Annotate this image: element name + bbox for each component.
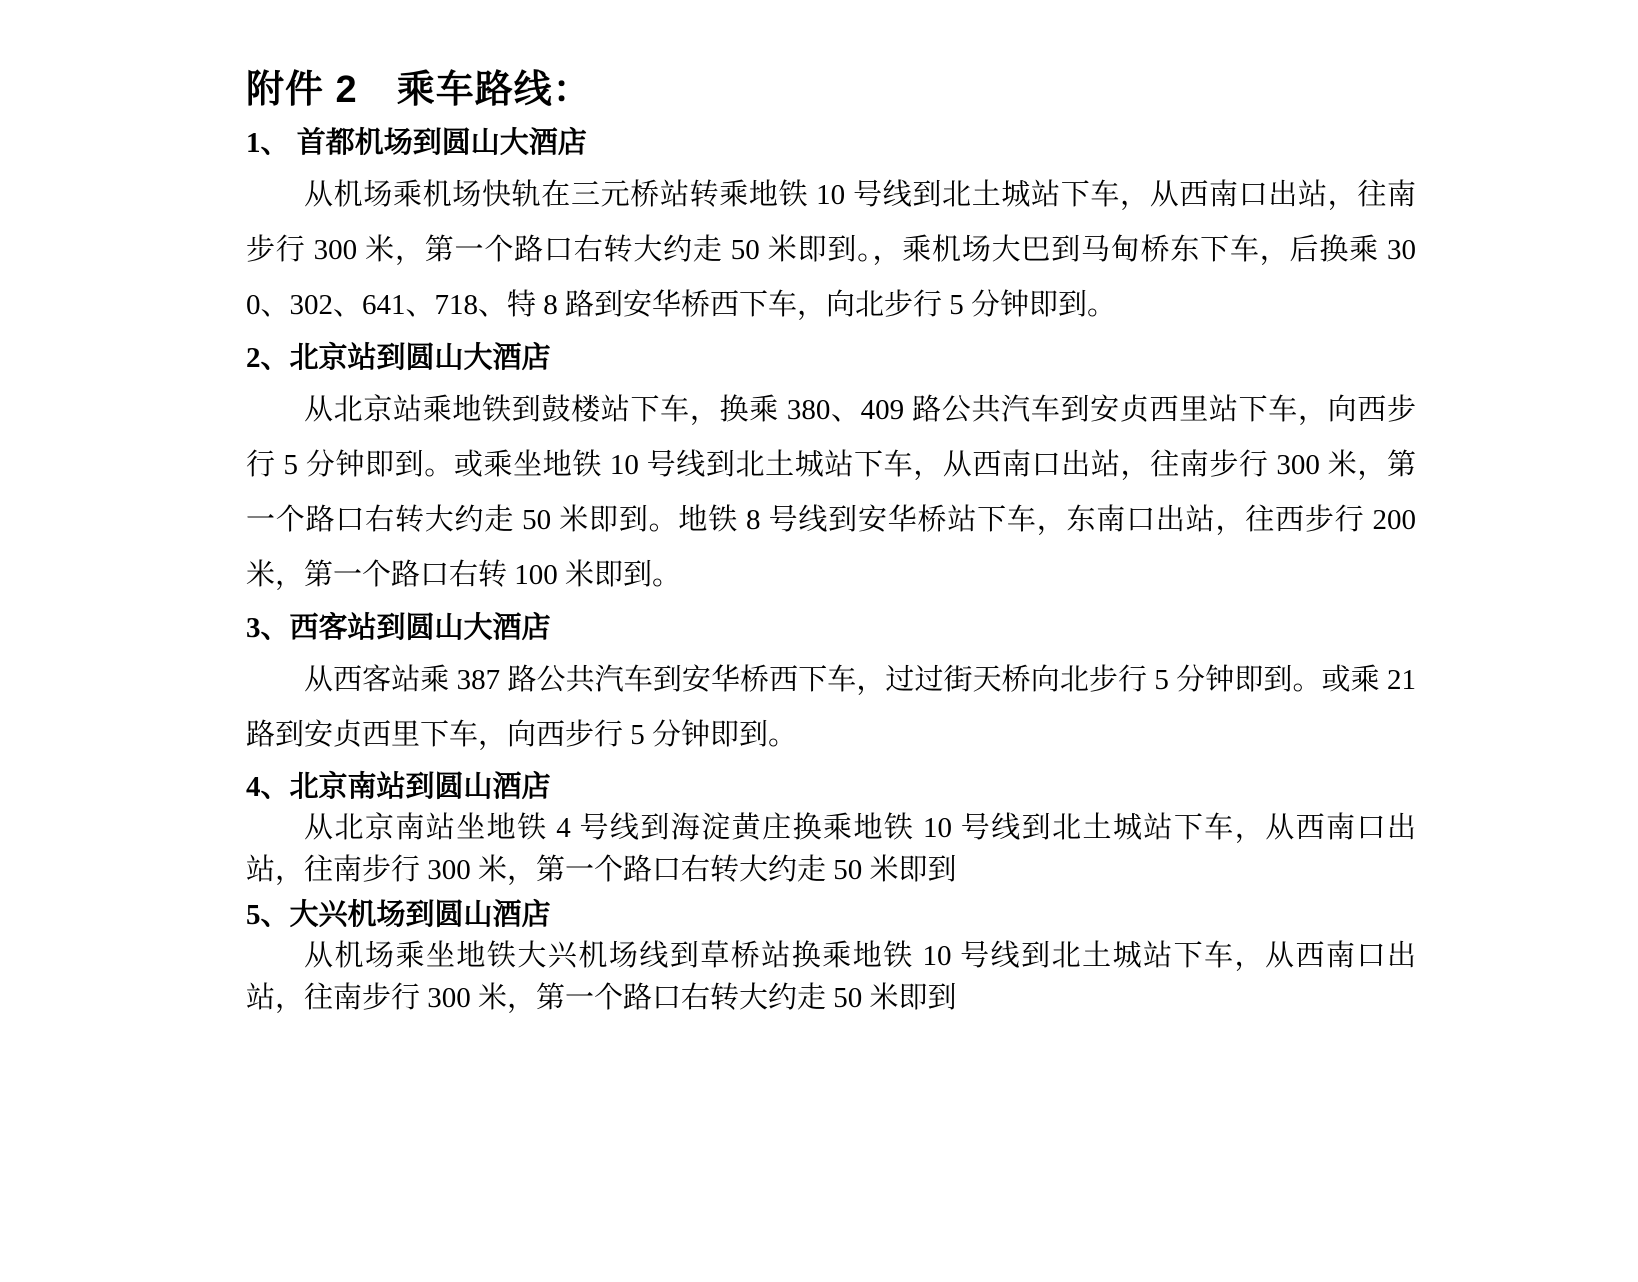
route-section-beijing-station xyxy=(246,337,1416,603)
section-body: 从北京站乘地铁到鼓楼站下车，换乘 380、409 路公共汽车到安贞西里站下车，向西步行 5 分钟即到。或乘坐地铁 10 号线到北土城站下车，从西南口出站，往南步行 300 米，第一个路口右转大约走 50 米即到。地铁 8 号线到安华桥站下车，东南口出站，往西步行 200 米，第一个路口右转 100 米即到。 xyxy=(246,394,1416,591)
section-body: 从机场乘坐地铁大兴机场线到草桥站换乘地铁 10 号线到北土城站下车，从西南口出站，往南步行 300 米，第一个路口右转大约走 50 米即到 xyxy=(246,940,1416,1014)
section-body: 从机场乘机场快轨在三元桥站转乘地铁 10 号线到北土城站下车，从西南口出站，往南步行 300 米，第一个路口右转大约走 50 米即到。，乘机场大巴到马甸桥东下车，后换乘 300、302、641、718、特 8 路到安华桥西下车，向北步行 5 分钟即到。 xyxy=(246,179,1416,321)
route-section-south-station xyxy=(246,769,1416,891)
document-title: 附件 2 乘车路线： xyxy=(246,69,592,111)
section-heading: 2、北京站到圆山大酒店 xyxy=(246,342,551,374)
section-heading: 5、大兴机场到圆山酒店 xyxy=(246,899,551,931)
route-section-west-station xyxy=(246,607,1416,763)
route-section-capital-airport xyxy=(246,122,1416,333)
section-heading: 1、 首都机场到圆山大酒店 xyxy=(246,127,587,159)
section-body: 从西客站乘 387 路公共汽车到安华桥西下车，过过街天桥向北步行 5 分钟即到。或乘 21 路到安贞西里下车，向西步行 5 分钟即到。 xyxy=(246,664,1416,751)
section-body: 从北京南站坐地铁 4 号线到海淀黄庄换乘地铁 10 号线到北土城站下车，从西南口出站，往南步行 300 米，第一个路口右转大约走 50 米即到 xyxy=(246,812,1416,886)
section-heading: 3、西客站到圆山大酒店 xyxy=(246,612,551,644)
section-heading: 4、北京南站到圆山酒店 xyxy=(246,771,551,803)
document-page xyxy=(246,62,1416,1019)
route-section-daxing-airport xyxy=(246,897,1416,1019)
